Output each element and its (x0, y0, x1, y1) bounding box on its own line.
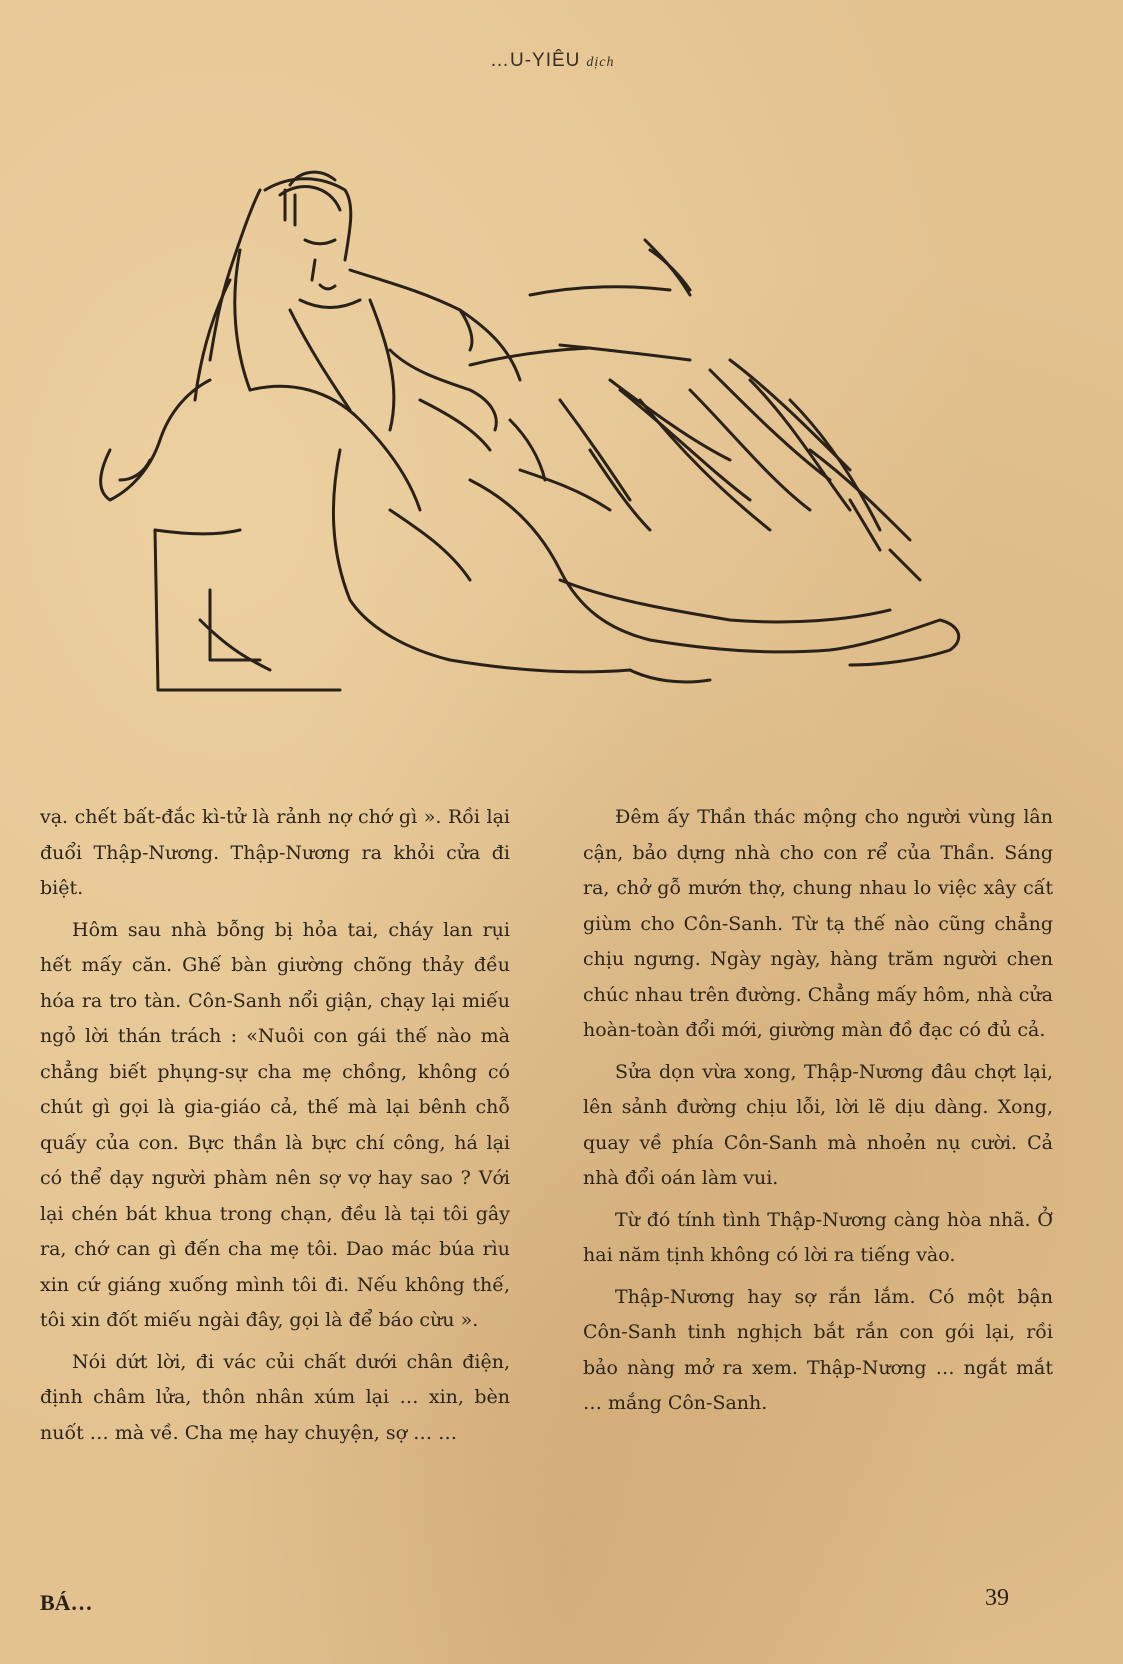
left-paragraph-3: Nói dứt lời, đi vác củi chất dưới chân điện, định châm lửa, thôn nhân xúm lại … xin, bèn nuốt … mà về. Cha mẹ hay chuyện, sợ … … (40, 1350, 510, 1444)
translator-name: …U-YIÊU (490, 50, 581, 71)
right-column (583, 800, 1053, 1428)
translator-role: dịch (586, 55, 615, 70)
footer-publication-title: BÁ… (40, 1590, 93, 1615)
right-paragraph-4: Thập-Nương hay sợ rắn lắm. Có một bận Côn-Sanh tinh nghịch bắt rắn con gói lại, rồi bảo nàng mở ra xem. Thập-Nương … ngắt mắt … mắng Côn-Sanh. (583, 1285, 1053, 1414)
left-column (40, 800, 510, 1457)
left-paragraph-2: Hôm sau nhà bỗng bị hỏa tai, cháy lan rụi hết mấy căn. Ghế bàn giường chõng thảy đều hóa ra tro tàn. Côn-Sanh nổi giận, chạy lại miếu ngỏ lời thán trách : «Nuôi con gái thế nào mà chẳng biết phụng-sự cha mẹ chồng, không có chút gì gọi là gia-giáo cả, thế mà lại bênh chỗ quấy của con. Bực thần là bực chí công, há lại có thể dạy người phàm nên sợ vợ hay sao ? Với lại chén bát khua trong chạn, đều là tại tôi gây ra, chớ can gì đến cha mẹ tôi. Dao mác búa rìu xin cứ giáng xuống mình tôi đi. Nếu không thế, tôi xin đốt miếu ngài đây, gọi là để báo cừu ». (40, 918, 510, 1331)
left-paragraph-1: vạ. chết bất-đắc kì-tử là rảnh nợ chớ gì ». Rồi lại đuổi Thập-Nương. Thập-Nương ra khỏi cửa đi biệt. (40, 806, 510, 899)
right-paragraph-1: Đêm ấy Thần thác mộng cho người vùng lân cận, bảo dựng nhà cho con rể của Thần. Sáng ra, chở gỗ mướn thợ, chung nhau lo việc xây cất giùm cho Côn-Sanh. Từ tạ thế nào cũng chẳng chịu ngưng. Ngày ngày, hàng trăm người chen chúc nhau trên đường. Chẳng mấy hôm, nhà cửa hoàn-toàn đổi mới, giường màn đồ đạc có đủ cả. (583, 806, 1053, 1041)
page-number: 39 (985, 1585, 1009, 1611)
page-header (490, 50, 710, 72)
right-paragraph-3: Từ đó tính tình Thập-Nương càng hòa nhã. Ở hai năm tịnh không có lời ra tiếng vào. (583, 1208, 1053, 1266)
right-paragraph-2: Sửa dọn vừa xong, Thập-Nương đâu chợt lại, lên sảnh đường chịu lỗi, lời lẽ dịu dàng. Xong, quay về phía Côn-Sanh mà nhoẻn nụ cười. Cả nhà đổi oán làm vui. (583, 1060, 1053, 1189)
ink-sketch-illustration (90, 150, 1050, 750)
